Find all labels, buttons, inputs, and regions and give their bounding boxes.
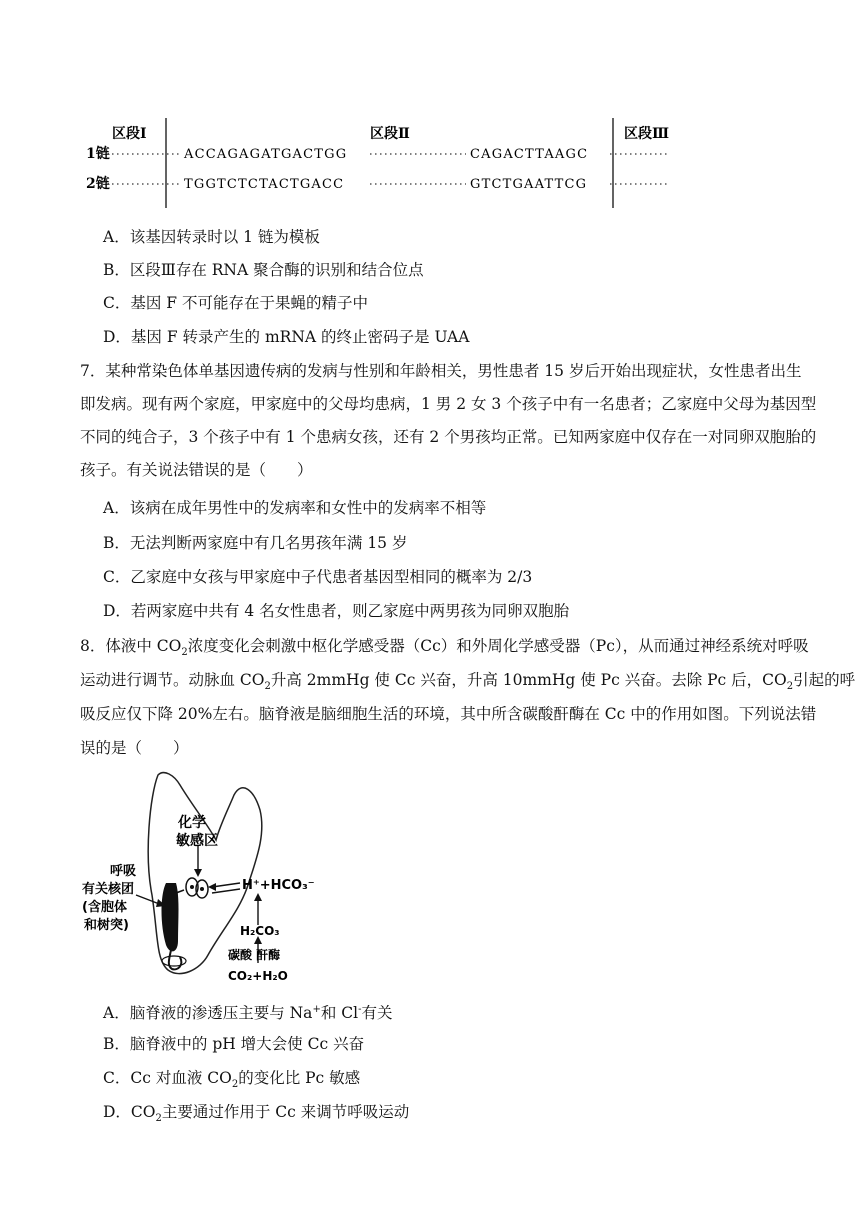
respiratory-nucleus	[162, 883, 179, 951]
label-resp-3: (含胞体	[82, 900, 127, 915]
label-resp-2: 有关核团	[82, 882, 135, 897]
q7-stem-line-4: 孩子。有关说法错误的是（ ）	[80, 461, 313, 479]
q8-stem-line-3: 吸反应仅下降 20%左右。脑脊液是脑细胞生活的环境，其中所含碳酸酐酶在 Cc 中的作用如图。下列说法错	[80, 705, 817, 723]
region2-label: 区段Ⅱ	[370, 126, 410, 142]
strand2-seq-right: GTCTGAATTCG	[470, 177, 588, 192]
label-enzyme: 碳酸 酐酶	[228, 948, 281, 962]
dna-figure-svg	[80, 118, 680, 218]
q6-option-b: B．区段Ⅲ存在 RNA 聚合酶的识别和结合位点	[103, 261, 424, 279]
label-chem-1: 化学	[178, 815, 206, 831]
strand2-label: 2链	[86, 176, 110, 192]
q7-stem-line-3: 不同的纯合子，3 个孩子中有 1 个患病女孩，还有 2 个男孩均正常。已知两家庭中仅存在一对同卵双胞胎的	[80, 428, 817, 446]
q8-option-b: B．脑脊液中的 pH 增大会使 Cc 兴奋	[103, 1035, 365, 1053]
q6-option-d: D．基因 F 转录产生的 mRNA 的终止密码子是 UAA	[103, 328, 470, 346]
label-resp-4: 和树突)	[84, 918, 129, 933]
label-h2co3: H₂CO₃	[240, 924, 280, 938]
q7-option-b: B．无法判断两家庭中有几名男孩年满 15 岁	[103, 534, 408, 552]
region1-label: 区段Ⅰ	[112, 126, 147, 142]
q7-stem-line-2: 即发病。现有两个家庭，甲家庭中的父母均患病，1 男 2 女 3 个孩子中有一名患者；乙家庭中父母为基因型	[80, 395, 817, 413]
tissue-outline	[148, 773, 262, 974]
q8-stem-line-4: 误的是（ ）	[80, 739, 189, 757]
label-co2h2o: CO₂+H₂O	[228, 969, 288, 983]
q6-option-a: A．该基因转录时以 1 链为模板	[103, 228, 320, 246]
q8-option-a: A．脑脊液的渗透压主要与 Na+和 Cl-有关	[103, 1004, 393, 1023]
q6-option-c: C．基因 F 不可能存在于果蝇的精子中	[103, 294, 368, 312]
q8-stem-line-1: 8．体液中 $CO_2$浓度变化会刺激中枢化学感受器（Cc）和外周化学感受器（Pc），从而通过神经系统对呼吸	[80, 637, 809, 659]
label-chem-2: 敏感区	[176, 833, 218, 849]
q7-option-d: D．若两家庭中共有 4 名女性患者，则乙家庭中两男孩为同卵双胞胎	[103, 602, 570, 620]
carbonic-anhydrase-figure	[80, 765, 320, 990]
region3-label: 区段Ⅲ	[624, 126, 670, 142]
q8-stem-line-2: 运动进行调节。动脉血 $CO_2$升高 2mmHg 使 Cc 兴奋，升高 10mmHg 使 Pc 兴奋。去除 Pc 后，$CO_2$引起的呼	[80, 671, 856, 693]
label-h-hco3: H⁺+HCO₃⁻	[242, 878, 315, 893]
q7-option-c: C．乙家庭中女孩与甲家庭中子代患者基因型相同的概率为 2/3	[103, 568, 533, 586]
label-resp-1: 呼吸	[110, 864, 137, 879]
q8-option-d: D．$CO_2$主要通过作用于 Cc 来调节呼吸运动	[103, 1103, 410, 1125]
strand1-label: 1链	[86, 146, 110, 162]
strand1-seq-right: CAGACTTAAGC	[470, 147, 589, 162]
figure-svg	[80, 765, 320, 990]
q8-option-c: C．Cc 对血液 $CO_2$的变化比 Pc 敏感	[103, 1069, 361, 1091]
q7-stem-line-1: 7．某种常染色体单基因遗传病的发病与性别和年龄相关，男性患者 15 岁后开始出现症状，女性患者出生	[80, 362, 802, 380]
dna-strand-figure	[80, 118, 680, 218]
strand1-seq-left: ACCAGAGATGACTGG	[184, 147, 348, 162]
q7-option-a: A．该病在成年男性中的发病率和女性中的发病率不相等	[103, 499, 487, 517]
strand2-seq-left: TGGTCTCTACTGACC	[184, 177, 345, 192]
axon-terminal	[162, 956, 186, 966]
